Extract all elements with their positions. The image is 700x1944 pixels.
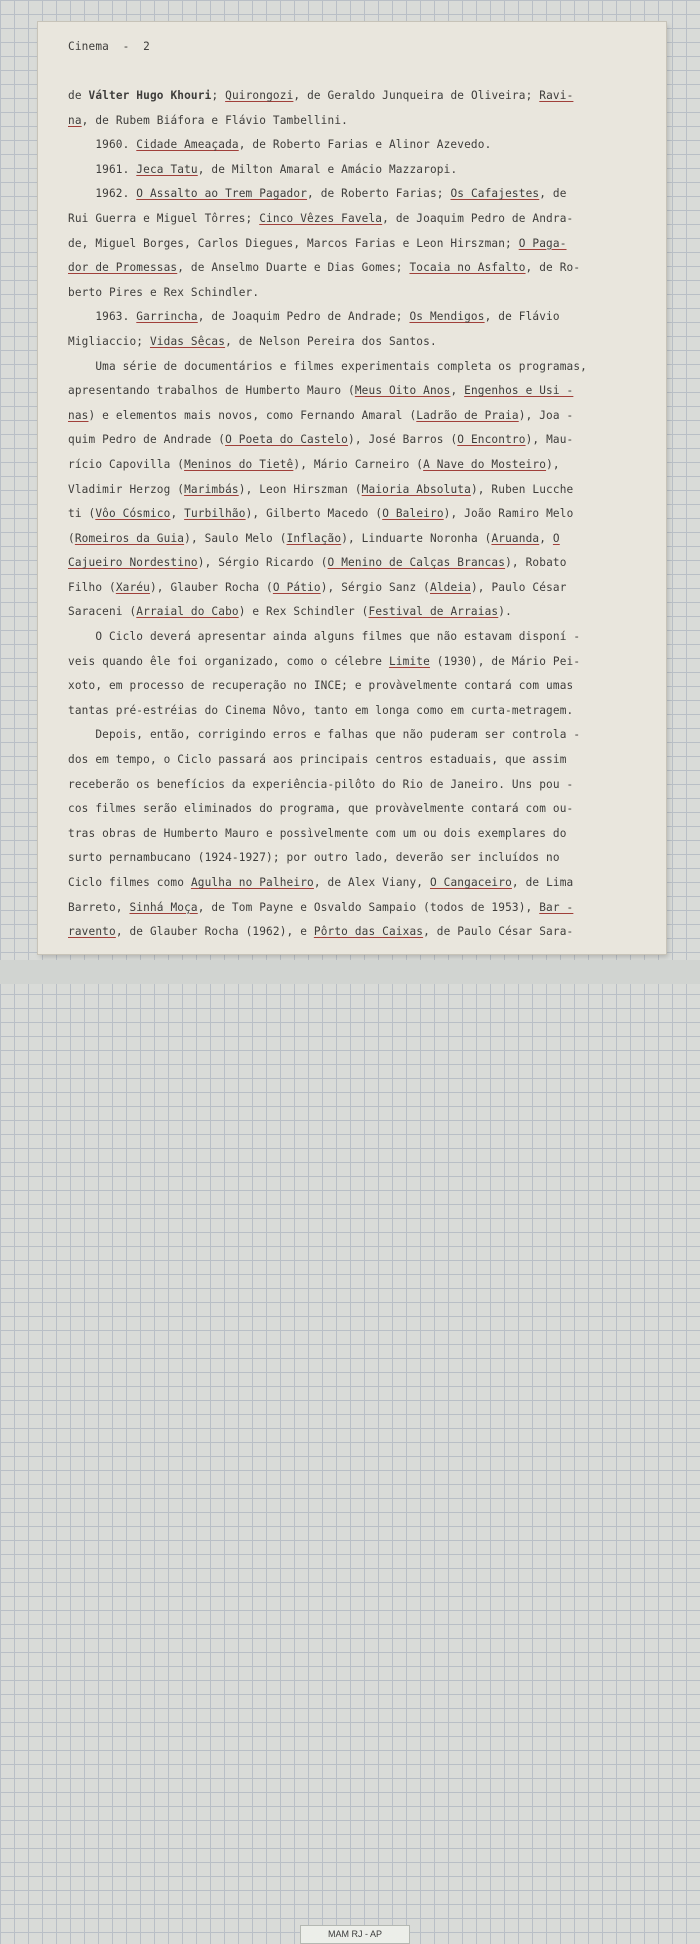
film-title: O Pátio — [272, 580, 321, 594]
text-line — [68, 305, 658, 330]
text-segment: veis quando êle foi organizado, como o célebre — [68, 654, 389, 668]
text-line — [68, 428, 658, 453]
text-line — [68, 158, 658, 183]
text-line — [68, 379, 658, 404]
film-title: Bar - — [539, 900, 574, 914]
film-title: dor de Promessas — [68, 261, 178, 275]
film-title: Jeca Tatu — [136, 162, 198, 176]
text-line — [68, 232, 658, 257]
text-segment: xoto, em processo de recuperação no INCE; e provàvelmente contará com umas — [68, 679, 574, 693]
text-line — [68, 699, 658, 724]
typewritten-text — [68, 40, 658, 945]
film-title: Cinco Vêzes Favela — [259, 211, 383, 225]
text-segment: ), Gilberto Macedo ( — [245, 507, 383, 521]
film-title: nas — [68, 408, 89, 422]
text-segment: 1963. — [68, 310, 137, 324]
text-line — [68, 576, 658, 601]
text-segment: , de Lima — [511, 876, 574, 889]
text-segment: ; — [211, 89, 226, 102]
text-segment: , — [170, 507, 185, 521]
film-title: Vôo Cósmico — [95, 507, 171, 521]
archive-stamp: MAM RJ - AP — [300, 1925, 410, 1944]
text-segment: ) e elementos mais novos, como Fernando Amaral ( — [88, 408, 417, 422]
text-segment: , de Roberto Farias e Alinor Azevedo. — [238, 138, 492, 152]
film-title: Romeiros da Guia — [74, 531, 185, 545]
text-segment: tras obras de Humberto Mauro e possìvelmente com um ou dois exemplares do — [68, 826, 567, 840]
film-title: O Cangaceiro — [429, 876, 512, 889]
text-line — [68, 551, 658, 576]
film-title: Limite — [388, 654, 430, 668]
page-header: Cinema - 2 — [68, 40, 150, 53]
text-segment: , — [450, 384, 465, 398]
text-segment: ), João Ramiro Melo — [443, 507, 574, 521]
film-title: Ravi- — [539, 89, 574, 102]
text-segment: , de Joaquim Pedro de Andra- — [382, 211, 574, 225]
text-segment: ), — [546, 457, 560, 471]
text-segment: ), Joa - — [518, 408, 574, 422]
text-segment: ), José Barros ( — [348, 433, 458, 447]
text-segment: Ciclo filmes como — [68, 876, 191, 889]
film-title: Maioria Absoluta — [361, 482, 471, 496]
text-segment: ), Glauber Rocha ( — [149, 580, 273, 594]
text-segment: 1962. — [68, 187, 137, 201]
film-title: Vidas Sêcas — [149, 334, 226, 348]
film-title: O Encontro — [457, 433, 526, 447]
film-title: O — [552, 531, 560, 545]
film-title: A Nave do Mosteiro — [423, 457, 547, 471]
text-segment: ), Mau- — [525, 433, 574, 447]
text-segment: ), Robato — [505, 556, 567, 570]
text-segment: ), Sérgio Sanz ( — [320, 580, 430, 594]
text-segment: ), Mário Carneiro ( — [293, 457, 424, 471]
text-segment: , de Nelson Pereira dos Santos. — [225, 334, 437, 348]
film-title: Turbilhão — [184, 507, 246, 521]
text-segment: , de Roberto Farias; — [307, 187, 451, 201]
text-line — [68, 182, 658, 207]
film-title: Sinhá Moça — [129, 900, 198, 914]
text-line — [68, 453, 658, 478]
text-segment: tantas pré-estréias do Cinema Nôvo, tanto em longa como em curta-metragem. — [68, 703, 574, 717]
text-segment: quim Pedro de Andrade ( — [68, 433, 226, 447]
film-title: O Menino de Calças Brancas — [327, 556, 506, 570]
film-title: Cajueiro Nordestino — [68, 556, 198, 570]
text-segment: , de Joaquim Pedro de Andrade; — [197, 310, 410, 324]
text-segment: 1960. — [68, 138, 137, 152]
film-title: O Paga- — [518, 236, 567, 250]
text-line — [68, 625, 658, 650]
text-segment: Uma série de documentários e filmes experimentais completa os programas, — [68, 359, 588, 373]
text-line — [68, 797, 658, 822]
text-line — [68, 674, 658, 699]
text-segment: ), Saulo Melo ( — [184, 531, 287, 545]
film-title: Os Cafajestes — [450, 187, 540, 201]
text-line — [68, 502, 658, 527]
text-segment: ), Leon Hirszman ( — [238, 482, 362, 496]
text-line — [68, 871, 658, 896]
text-segment: Filho ( — [68, 580, 116, 594]
text-line — [68, 920, 658, 945]
text-line — [68, 896, 658, 921]
text-segment: de, Miguel Borges, Carlos Diegues, Marcos Farias e Leon Hirszman; — [68, 236, 519, 250]
film-title: Xaréu — [115, 580, 150, 594]
text-segment: ). — [498, 605, 512, 619]
text-lines — [68, 84, 658, 945]
film-title: Ladrão de Praia — [416, 408, 519, 422]
text-segment: ( — [68, 531, 75, 545]
film-title: Aldeia — [429, 580, 471, 594]
film-title: Os Mendigos — [409, 310, 485, 324]
film-title: Pôrto das Caixas — [313, 925, 424, 939]
text-line — [68, 723, 658, 748]
text-line — [68, 527, 658, 552]
text-segment: , de Tom Payne e Osvaldo Sampaio (todos de 1953), — [197, 900, 540, 914]
text-line — [68, 84, 658, 109]
text-line — [68, 133, 658, 158]
text-segment: Saraceni ( — [68, 605, 137, 619]
text-segment: cos filmes serão eliminados do programa, que provàvelmente contará com ou- — [68, 802, 574, 816]
film-title: Garrincha — [136, 310, 198, 324]
text-line — [68, 773, 658, 798]
text-segment: Depois, então, corrigindo erros e falhas que não puderam ser controla - — [68, 728, 581, 742]
text-segment: rício Capovilla ( — [68, 457, 185, 471]
text-segment: ), Paulo César — [470, 580, 567, 594]
text-line — [68, 207, 658, 232]
text-segment: 1961. — [68, 162, 137, 176]
text-segment: ), Ruben Lucche — [470, 482, 574, 496]
text-segment: ), Sérgio Ricardo ( — [197, 556, 328, 570]
text-segment: ti ( — [68, 507, 96, 521]
text-line — [68, 650, 658, 675]
text-line — [68, 330, 658, 355]
film-title: Tocaia no Asfalto — [409, 261, 526, 275]
text-segment: apresentando trabalhos de Humberto Mauro ( — [68, 384, 355, 398]
text-segment: Vladimir Herzog ( — [68, 482, 185, 496]
text-segment: dos em tempo, o Ciclo passará aos principais centros estaduais, que assim — [68, 753, 567, 767]
text-segment: , de Rubem Biáfora e Flávio Tambellini. — [81, 113, 349, 127]
text-line — [68, 846, 658, 871]
film-title: O Baleiro — [382, 507, 444, 521]
text-segment: , — [539, 531, 553, 545]
text-line — [68, 600, 658, 625]
film-title: Arraial do Cabo — [136, 605, 239, 619]
text-line — [68, 109, 658, 134]
text-segment: ), Linduarte Noronha ( — [341, 531, 492, 545]
text-segment: O Ciclo deverá apresentar ainda alguns filmes que não estavam disponí - — [68, 630, 581, 644]
film-title: Meus Oito Anos — [354, 384, 451, 398]
scan-footer-strip — [0, 960, 700, 1939]
text-segment: (1930), de Mário Pei- — [429, 654, 581, 668]
text-segment: , de Flávio — [484, 310, 560, 324]
text-line — [68, 355, 658, 380]
text-segment: Barreto, — [68, 900, 130, 914]
film-title: O Assalto ao Trem Pagador — [136, 187, 308, 201]
document-page — [38, 22, 666, 954]
text-segment: , de Anselmo Duarte e Dias Gomes; — [177, 261, 410, 275]
text-segment: ) e Rex Schindler ( — [238, 605, 369, 619]
film-title: O Poeta do Castelo — [225, 433, 349, 447]
film-title: ravento — [68, 925, 116, 939]
text-line — [68, 478, 658, 503]
text-segment: , de Milton Amaral e Amácio Mazzaropi. — [197, 162, 458, 176]
text-segment: , de Paulo César Sara- — [423, 925, 574, 939]
film-title: Inflação — [286, 531, 342, 545]
text-segment: , de Glauber Rocha (1962), e — [115, 925, 314, 939]
bold-text: Válter Hugo Khouri — [88, 89, 212, 102]
text-segment: , de — [539, 187, 567, 201]
text-segment: de — [68, 89, 89, 102]
text-segment: surto pernambucano (1924-1927); por outro lado, deverão ser incluídos no — [68, 851, 560, 865]
text-line — [68, 256, 658, 281]
text-segment: berto Pires e Rex Schindler. — [68, 285, 260, 299]
text-segment: , de Alex Viany, — [313, 876, 430, 889]
film-title: Quirongozi — [225, 89, 294, 102]
film-title: Meninos do Tietê — [184, 457, 294, 471]
text-line — [68, 822, 658, 847]
text-line — [68, 404, 658, 429]
text-line — [68, 748, 658, 773]
film-title: Festival de Arraias — [368, 605, 499, 619]
film-title: Agulha no Palheiro — [190, 876, 314, 889]
text-segment: Migliaccio; — [68, 334, 150, 348]
film-title: na — [68, 113, 82, 127]
text-segment: Rui Guerra e Miguel Tôrres; — [68, 211, 260, 225]
text-segment: , de Ro- — [525, 261, 581, 275]
text-line — [68, 281, 658, 306]
text-segment: receberão os benefícios da experiência-pilôto do Rio de Janeiro. Uns pou - — [68, 777, 574, 791]
text-segment: , de Geraldo Junqueira de Oliveira; — [293, 89, 540, 102]
film-title: Cidade Ameaçada — [136, 138, 239, 152]
film-title: Engenhos e Usi - — [464, 384, 574, 398]
film-title: Aruanda — [491, 531, 540, 545]
film-title: Marimbás — [184, 482, 239, 496]
